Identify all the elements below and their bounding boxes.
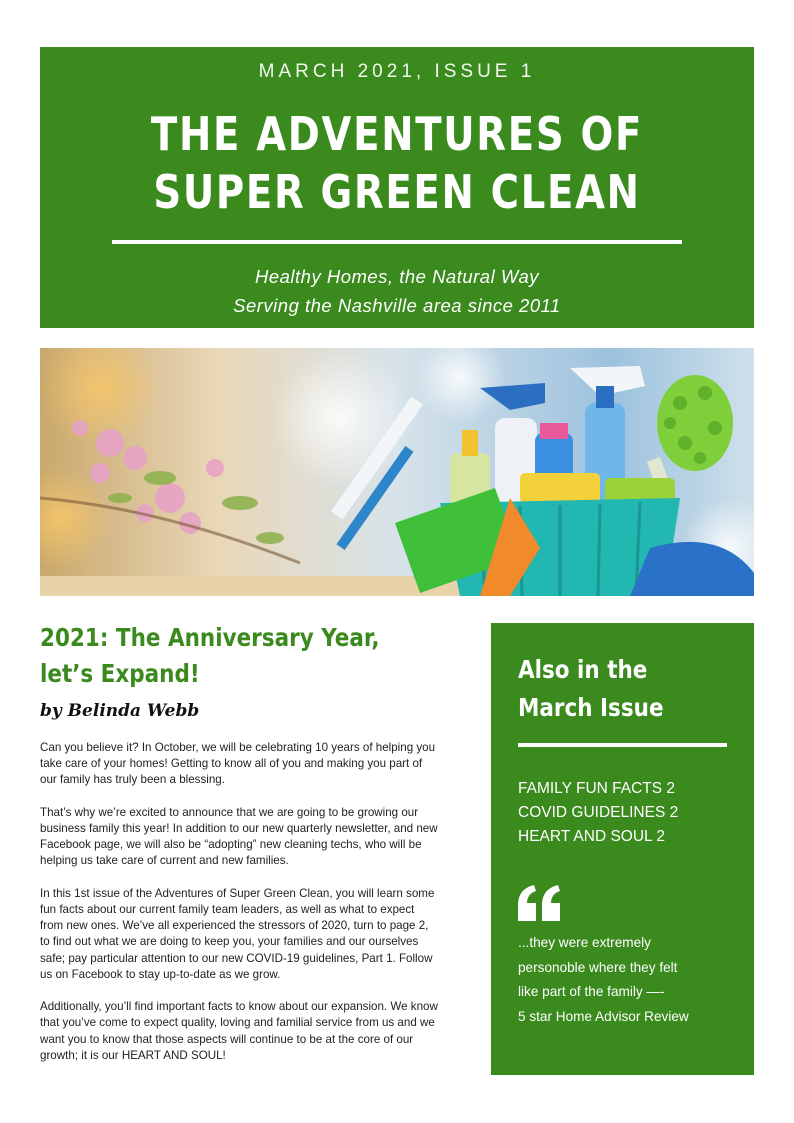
quote-line: ...they were extremely — [518, 935, 651, 950]
article-paragraph: Can you believe it? In October, we will be celebrating 10 years of helping you take care of your homes! Getting to know all of you and making you part of our family has truly been a blessing. — [40, 741, 436, 787]
sidebar-divider — [518, 743, 727, 747]
sidebar-title-line-1: Also in the — [518, 655, 648, 684]
quote-line: like part of the family —- — [518, 984, 665, 999]
toc-item-covid-guidelines: COVID GUIDELINES 2 — [518, 804, 679, 821]
quote-attribution: 5 star Home Advisor Review — [518, 1008, 689, 1024]
sidebar-title — [518, 651, 707, 727]
tagline — [40, 262, 754, 320]
article-title-line-1: 2021: The Anniversary Year, — [40, 623, 380, 652]
newsletter-title — [97, 105, 697, 221]
title-line-2: SUPER GREEN CLEAN — [153, 165, 641, 219]
article-byline: by Belinda Webb — [40, 701, 200, 721]
article-paragraph: That’s why we’re excited to announce that we are going to be growing our business family this year! In addition to our new quarterly newsletter, and new Facebook page, we will also be “adopting” new cleaning techs, who will be helping us take care of current and new families. — [40, 805, 438, 868]
header-divider — [112, 240, 682, 244]
quote-mark-icon — [516, 885, 564, 921]
issue-label: MARCH 2021, ISSUE 1 — [258, 61, 536, 82]
newsletter-header — [40, 47, 754, 328]
article-paragraph: In this 1st issue of the Adventures of Super Green Clean, you will learn some fun facts about our current family team leaders, as well as what to expect from new ones. We’ve all experienced the stressors of 2020, turn to page 2, to find out what we are doing to keep you, your families and our ourselves safe; pay particular attention to our new COVID-19 guidelines, Part 1. Follow us on Facebook to stay up-to-date as we grow. — [40, 886, 435, 981]
article-title — [40, 620, 401, 692]
title-line-1: THE ADVENTURES OF — [150, 107, 644, 161]
article-body — [40, 740, 440, 1080]
table-of-contents — [518, 777, 678, 849]
sidebar-box — [491, 623, 754, 1075]
tagline-line-1: Healthy Homes, the Natural Way — [254, 266, 540, 287]
toc-item-family-fun-facts: FAMILY FUN FACTS 2 — [518, 780, 676, 797]
quote-line: personoble where they felt — [518, 959, 678, 975]
testimonial-quote — [518, 931, 738, 1029]
hero-cleaning-photo — [40, 348, 754, 596]
article-title-line-2: let’s Expand! — [40, 659, 200, 688]
tagline-line-2: Serving the Nashville area since 2011 — [233, 295, 561, 316]
sidebar-title-line-2: March Issue — [518, 693, 664, 722]
article-paragraph: Additionally, you’ll find important facts to know about our expansion. We know that you’ve come to expect quality, loving and familial service from us and we want you to know that those aspects will continue to be at the core of our growth; it is our HEART AND SOUL! — [40, 1000, 438, 1062]
toc-item-heart-and-soul: HEART AND SOUL 2 — [518, 828, 666, 845]
